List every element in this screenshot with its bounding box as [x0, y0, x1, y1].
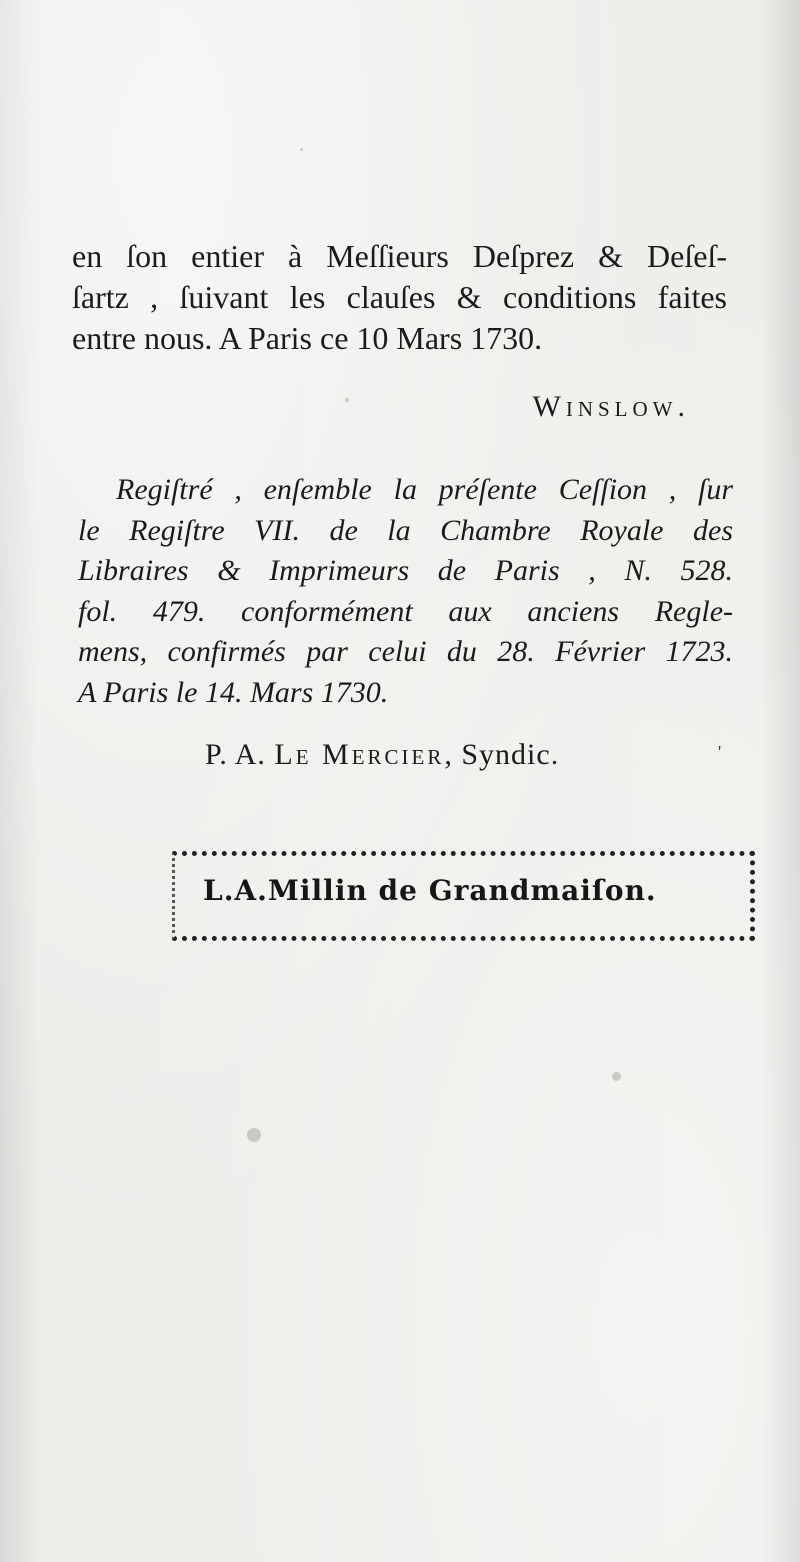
margin-mark: ' — [718, 742, 722, 762]
text-line: Regiſtré , enſemble la préſente Ceſſion , ſur — [116, 473, 733, 506]
paper-speck — [612, 1072, 621, 1081]
text-line: Libraires & Imprimeurs de Paris , N. 528. — [78, 554, 733, 587]
signature-winslow: Winslow. — [532, 390, 690, 423]
signature-le-mercier — [205, 738, 559, 772]
paragraph-cession — [72, 236, 727, 359]
text-line: le Regiſtre VII. de la Chambre Royale des — [78, 513, 733, 547]
text-line: A Paris le 14. Mars 1730. — [78, 675, 389, 709]
text-line: en ſon entier à Meſſieurs Deſprez & Deſeſ- — [72, 238, 727, 274]
paragraph-registration — [78, 470, 733, 713]
text-line: ſartz , ſuivant les clauſes & conditions faites — [72, 279, 727, 315]
ownership-stamp — [172, 851, 755, 941]
paper-speck — [300, 148, 303, 151]
signature-initials: P. A. — [205, 738, 266, 771]
paper-speck — [345, 398, 349, 402]
signature-title: , Syndic. — [444, 738, 560, 771]
stamp-text: L.A.Millin de Grandmaiſon. — [203, 874, 657, 907]
paper-speck — [247, 1128, 261, 1142]
text-line: entre nous. A Paris ce 10 Mars 1730. — [72, 320, 543, 356]
signature-name: Le Mercier — [274, 738, 445, 771]
text-line: fol. 479. conformément aux anciens Regle- — [78, 594, 733, 628]
text-line: mens, confirmés par celui du 28. Février 1723. — [78, 635, 733, 668]
